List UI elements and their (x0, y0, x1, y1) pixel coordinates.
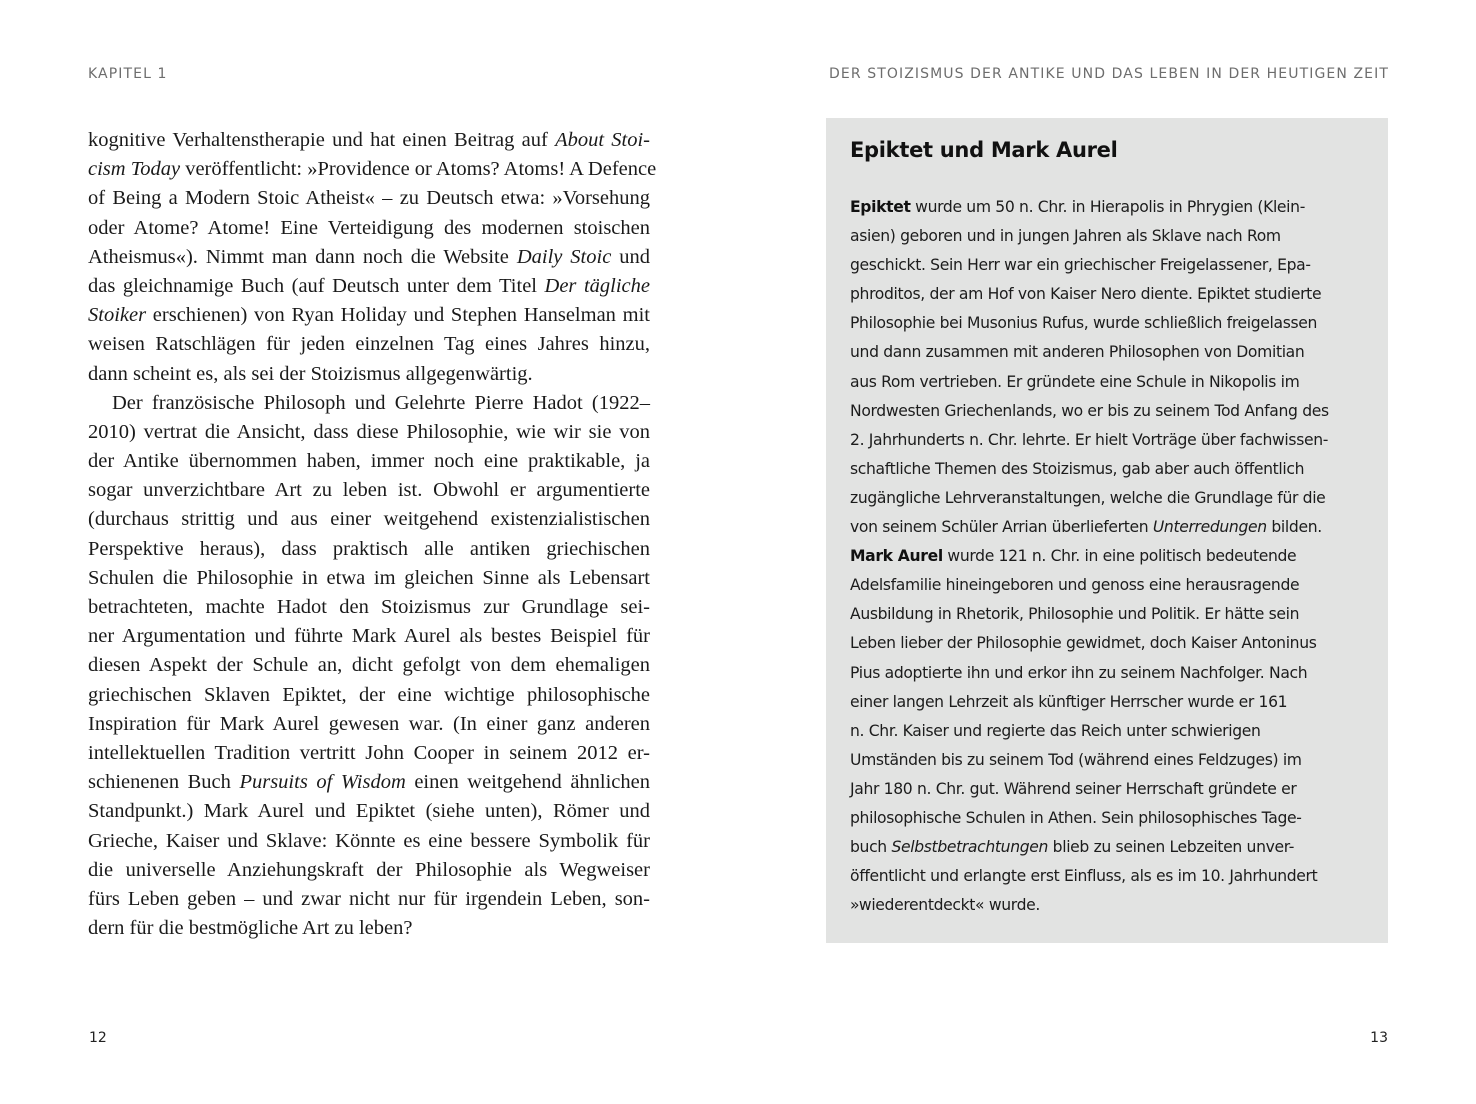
text-run: öffentlicht und erlangte erst Einfluss, als es im 10. Jahrhundert (850, 867, 1318, 886)
text-line (88, 856, 650, 885)
text-run: Adelsfamilie hineingeboren und genoss eine herausragende (850, 576, 1300, 595)
text-line (88, 914, 650, 943)
text-run: Umständen bis zu seinem Tod (während eines Feldzuges) im (850, 750, 1302, 769)
text-line (88, 272, 650, 301)
text-line (88, 360, 650, 389)
text-line (850, 251, 1370, 280)
text-line (88, 564, 650, 593)
text-line (88, 476, 650, 505)
text-line (88, 535, 650, 564)
italic-text: Daily Stoic (516, 245, 612, 268)
text-line (850, 659, 1370, 688)
text-line (850, 338, 1370, 367)
text-run: die universelle Anziehungskraft der Philosophie als Wegweiser (88, 858, 650, 881)
text-run: betrachteten, machte Hadot den Stoizismus zur Grundlage sei- (88, 596, 650, 618)
text-run: dern für die bestmögliche Art zu leben? (88, 917, 413, 940)
text-run: wurde 121 n. Chr. in eine politisch bedeutende (942, 547, 1297, 566)
text-run: Standpunkt.) Mark Aurel und Epiktet (siehe unten), Römer und (88, 800, 650, 823)
page-number: 12 (89, 1030, 107, 1046)
text-line (88, 797, 650, 826)
text-line (850, 309, 1370, 338)
text-line (88, 126, 650, 155)
text-run: Philosophie bei Musonius Rufus, wurde schließlich freigelassen (850, 314, 1318, 333)
text-run: Pius adoptierte ihn und erkor ihn zu seinem Nachfolger. Nach (850, 663, 1308, 682)
text-line (88, 651, 650, 680)
text-line (850, 746, 1370, 775)
text-line (850, 600, 1370, 629)
text-line (88, 710, 650, 739)
text-line (88, 681, 650, 710)
text-run: veröffentlicht: »Providence or Atoms? Atoms! A Defence (180, 158, 657, 181)
text-line (88, 184, 650, 213)
text-run: von seinem Schüler Arrian überlieferten (850, 518, 1153, 537)
text-run: sogar unverzichtbare Art zu leben ist. Obwohl er argumentierte (88, 479, 650, 502)
text-line (88, 622, 650, 651)
text-run: aus Rom vertrieben. Er gründete eine Schule in Nikopolis im (850, 372, 1300, 391)
text-run: blieb zu seinen Lebzeiten unver- (1048, 838, 1295, 857)
text-run: einen weitgehend ähnlichen (405, 771, 651, 794)
text-run: philosophische Schulen in Athen. Sein philosophisches Tage- (850, 808, 1302, 827)
text-line (850, 775, 1370, 804)
text-line (88, 447, 650, 476)
italic-text: Stoiker (88, 304, 147, 327)
text-run: weisen Ratschlägen für jeden einzelnen Tag eines Jahres hinzu, (88, 333, 650, 356)
text-run: asien) geboren und in jungen Jahren als Sklave nach Rom (850, 227, 1281, 246)
text-line (850, 193, 1370, 222)
text-run: buch (850, 838, 892, 857)
text-line (850, 397, 1370, 426)
page-number: 13 (1370, 1030, 1388, 1046)
text-run: Leben lieber der Philosophie gewidmet, doch Kaiser Antoninus (850, 634, 1317, 653)
text-line (88, 301, 650, 330)
text-run: der Antike übernommen haben, immer noch eine praktikable, ja (88, 450, 650, 473)
italic-text: About Stoi- (555, 129, 650, 151)
text-run: Inspiration für Mark Aurel gewesen war. (In einer ganz anderen (88, 712, 650, 735)
text-line (850, 484, 1370, 513)
sidebar-box (826, 118, 1388, 943)
text-line (88, 389, 650, 418)
text-run: Ausbildung in Rhetorik, Philosophie und Politik. Er hätte sein (850, 605, 1300, 624)
text-line (88, 768, 650, 797)
text-run: (durchaus strittig und aus einer weitgehend existenzialistischen (88, 508, 650, 531)
text-line (850, 455, 1370, 484)
text-line (88, 214, 650, 243)
running-head-chapter: KAPITEL 1 (88, 66, 168, 82)
text-line (850, 629, 1370, 658)
text-run: geschickt. Sein Herr war ein griechischer Freigelassener, Epa- (850, 256, 1311, 275)
text-line (88, 827, 650, 856)
text-run: schienenen Buch (88, 771, 240, 794)
text-line (850, 862, 1370, 891)
bold-text: Mark Aurel (850, 547, 943, 566)
italic-text: cism Today (88, 158, 181, 181)
text-run: griechischen Sklaven Epiktet, der eine wichtige philosophische (88, 683, 650, 706)
text-run: schaftliche Themen des Stoizismus, gab aber auch öffentlich (850, 459, 1305, 478)
text-run: und (611, 245, 650, 268)
text-run: dann scheint es, als sei der Stoizismus allgegenwärtig. (88, 362, 533, 385)
text-run: Jahr 180 n. Chr. gut. Während seiner Herrschaft gründete er (850, 779, 1297, 798)
text-run: Schulen die Philosophie in etwa im gleichen Sinne als Lebensart (88, 566, 650, 589)
body-text (88, 126, 657, 943)
text-run: oder Atome? Atome! Eine Verteidigung des modernen stoischen (88, 216, 650, 239)
text-run: Perspektive heraus), dass praktisch alle antiken griechischen (88, 537, 650, 560)
text-run: Atheismus«). Nimmt man dann noch die Website (88, 245, 517, 268)
running-head-title: DER STOIZISMUS DER ANTIKE UND DAS LEBEN IN DER HEUTIGEN ZEIT (829, 66, 1389, 82)
text-line (88, 243, 650, 272)
text-line (88, 330, 650, 359)
text-run: intellektuellen Tradition vertritt John Cooper in seinem 2012 er- (88, 741, 650, 764)
italic-text: Pursuits of Wisdom (239, 771, 406, 794)
text-line (88, 155, 657, 184)
text-run: kognitive Verhaltenstherapie und hat einen Beitrag auf (88, 129, 556, 151)
text-line (850, 804, 1370, 833)
text-run: Der französische Philosoph und Gelehrte Pierre Hadot (1922– (112, 391, 650, 414)
text-run: fürs Leben geben – und zwar nicht nur für irgendein Leben, son- (88, 887, 650, 910)
text-line (850, 717, 1370, 746)
text-line (88, 418, 650, 447)
text-run: Grieche, Kaiser und Sklave: Könnte es eine bessere Symbolik für (88, 829, 650, 852)
box-body (850, 193, 1370, 920)
text-run: und dann zusammen mit anderen Philosophen von Domitian (850, 343, 1305, 362)
text-line (850, 368, 1370, 397)
text-line (850, 426, 1370, 455)
text-line (850, 571, 1370, 600)
text-run: einer langen Lehrzeit als künftiger Herrscher wurde er 161 (850, 692, 1288, 711)
text-line (850, 513, 1370, 542)
text-line (88, 505, 650, 534)
text-line (850, 833, 1370, 862)
text-run: phroditos, der am Hof von Kaiser Nero diente. Epiktet studierte (850, 285, 1322, 304)
text-line (88, 885, 650, 914)
text-line (88, 739, 650, 768)
box-title: Epiktet und Mark Aurel (850, 138, 1118, 162)
text-run: n. Chr. Kaiser und regierte das Reich unter schwierigen (850, 721, 1261, 740)
italic-text: Unterredungen (1152, 518, 1267, 537)
text-run: ner Argumentation und führte Mark Aurel als bestes Beispiel für (88, 625, 650, 648)
text-run: »wiederentdeckt« wurde. (850, 896, 1040, 915)
text-run: Nordwesten Griechenlands, wo er bis zu seinem Tod Anfang des (850, 401, 1329, 420)
right-page (738, 0, 1476, 1104)
text-line (850, 280, 1370, 309)
text-line (850, 222, 1370, 251)
italic-text: Selbstbetrachtungen (891, 838, 1049, 857)
italic-text: Der tägliche (544, 274, 650, 297)
text-run: wurde um 50 n. Chr. in Hierapolis in Phrygien (Klein- (910, 198, 1305, 216)
text-run: zugängliche Lehrveranstaltungen, welche die Grundlage für die (850, 488, 1326, 507)
text-run: 2010) vertrat die Ansicht, dass diese Philosophie, wie wir sie von (88, 420, 650, 443)
bold-text: Epiktet (850, 198, 911, 216)
text-run: erschienen) von Ryan Holiday und Stephen Hanselman mit (146, 304, 650, 327)
text-line (850, 891, 1370, 920)
text-line (850, 542, 1370, 571)
text-line (88, 593, 650, 622)
text-run: 2. Jahrhunderts n. Chr. lehrte. Er hielt Vorträge über fachwissen- (850, 430, 1329, 449)
text-run: bilden. (1266, 518, 1322, 537)
text-run: of Being a Modern Stoic Atheist« – zu Deutsch etwa: »Vorsehung (88, 187, 650, 210)
text-run: das gleichnamige Buch (auf Deutsch unter dem Titel (88, 274, 545, 297)
text-run: diesen Aspekt der Schule an, dicht gefolgt von dem ehemaligen (88, 654, 650, 677)
text-line (850, 688, 1370, 717)
